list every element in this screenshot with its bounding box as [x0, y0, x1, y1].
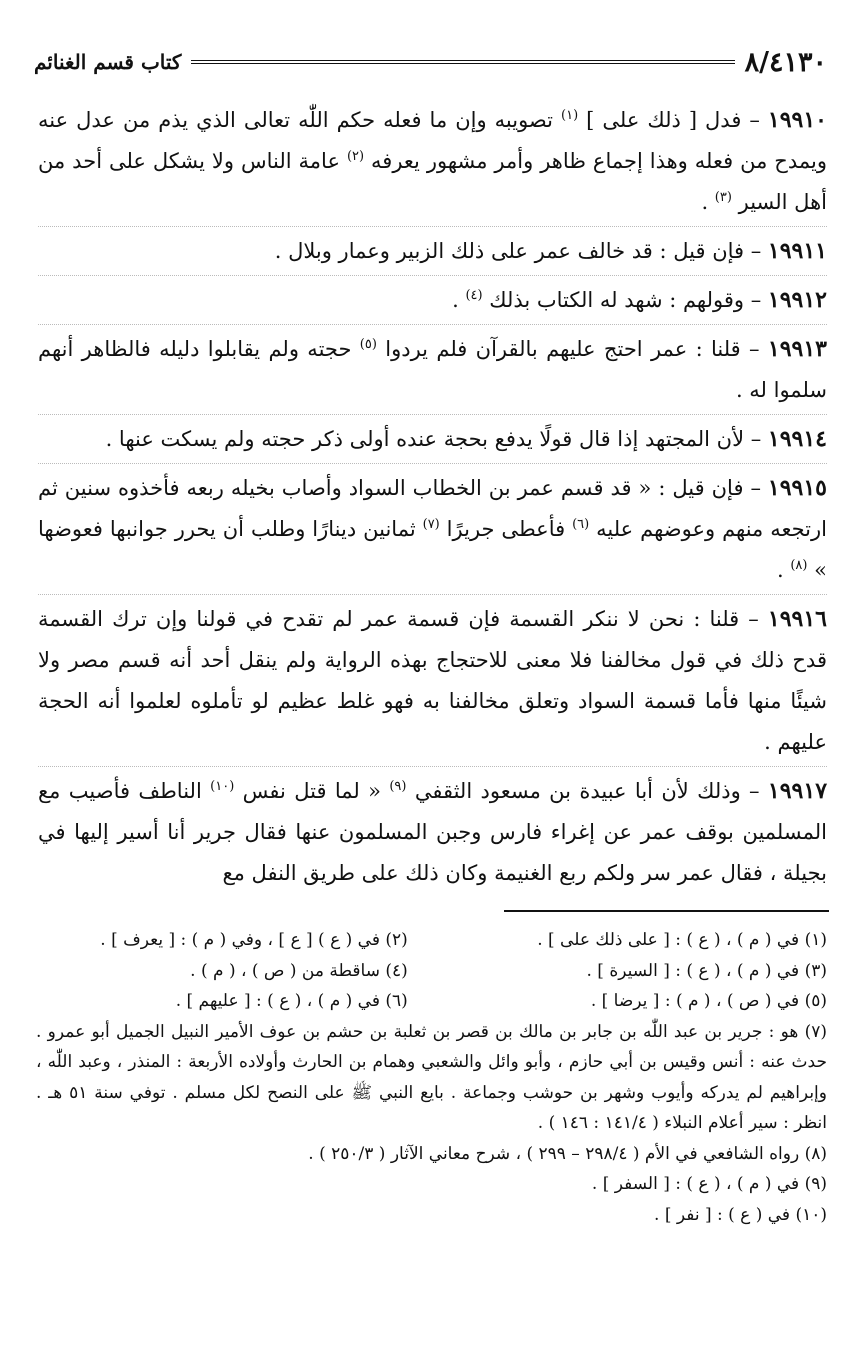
- paragraph: [38, 771, 827, 897]
- paragraph-text: – قلنا : نحن لا ننكر القسمة فإن قسمة عمر لم تقدح في قولنا وإن ترك القسمة قدح ذلك في قول مخالفنا فلا معنى للاحتجاج بهذه الرواية ولم ينقل أحد أنه قسم مصر ولا شيئًا منها فأما قسمة السواد وتعلق مخالفنا به فهو غلط عظيم لو تأملوه لعلموا أنه الحجة عليهم .: [38, 607, 827, 754]
- paragraph-text: – وذلك لأن أبا عبيدة بن مسعود الثقفي: [406, 779, 768, 803]
- paragraph-text: .: [776, 558, 791, 582]
- header-double-rule: [191, 60, 734, 64]
- paragraph-text: « لما قتل نفس: [234, 779, 390, 803]
- footnote-ref[interactable]: (٤): [465, 288, 483, 303]
- paragraph-text: .: [452, 288, 466, 312]
- paragraph-text: – فإن قيل : قد خالف عمر على ذلك الزبير وعمار وبلال .: [274, 239, 768, 263]
- footnote: (٥) في ( ص ) ، ( م ) : [ يرضا ] .: [590, 991, 827, 1011]
- paragraph-text: – لأن المجتهد إذا قال قولًا يدفع بحجة عنده أولى ذكر حجته ولم يسكت عنها .: [105, 427, 768, 451]
- paragraph-number: ١٩٩١٣: [767, 336, 827, 362]
- paragraph: [38, 231, 827, 276]
- footnote-ref[interactable]: (١٠): [210, 779, 235, 794]
- page-number: ٨/٤١٣٠: [744, 46, 827, 78]
- paragraph-text: – وقولهم : شهد له الكتاب بذلك: [482, 288, 768, 312]
- paragraph-number: ١٩٩١٠: [767, 107, 827, 133]
- running-header: [34, 44, 827, 80]
- footnote-ref[interactable]: (٦): [572, 517, 590, 532]
- paragraph: [38, 280, 827, 325]
- footnote-row: [36, 925, 827, 956]
- paragraph-text: – فإن قيل : « قد قسم عمر بن الخطاب السواد وأصاب بخيله ربعه فأخذوه سنين ثم ارتجعه منهم وعوضهم عليه: [38, 476, 827, 541]
- paragraph: [38, 599, 827, 767]
- footnote: (٤) ساقطة من ( ص ) ، ( م ) .: [190, 960, 408, 981]
- footnote: (١٠) في ( ع ) : [ نفر ] .: [654, 1204, 827, 1225]
- footnote-ref[interactable]: (٩): [389, 779, 407, 794]
- footnote: (٨) رواه الشافعي في الأم ( ٢٩٨/٤ – ٢٩٩ ) ، شرح معاني الآثار ( ٢٥٠/٣ ) .: [308, 1143, 827, 1164]
- footnote-ref[interactable]: (٢): [346, 149, 365, 164]
- footnotes: [36, 925, 827, 1230]
- paragraph-number: ١٩٩١٢: [767, 287, 827, 313]
- paragraph-text: ثمانين دينارًا وطلب أن يحرر جوانبها فعوضها »: [38, 517, 827, 582]
- footnote-ref[interactable]: (٧): [422, 517, 440, 532]
- footnote-ref[interactable]: (٣): [714, 190, 732, 205]
- footnote: (٣) في ( م ) ، ( ع ) : [ السيرة ] .: [586, 960, 827, 981]
- paragraph-text: فأعطى جريرًا: [439, 517, 573, 541]
- paragraph-text: حجته ولم يقابلوا دليله فالظاهر أنهم سلموا له .: [38, 337, 827, 402]
- paragraph-number: ١٩٩١١: [767, 238, 827, 264]
- paragraph-number: ١٩٩١٦: [767, 606, 827, 632]
- paragraph: [38, 100, 827, 227]
- paragraph: [38, 329, 827, 415]
- footnote-separator: [504, 910, 829, 912]
- paragraph: [38, 468, 827, 595]
- paragraph-number: ١٩٩١٤: [767, 426, 827, 452]
- footnote: (٧) هو : جرير بن عبد اللّٰه بن جابر بن مالك بن قصر بن ثعلبة بن حشم بن عوف الأمير النبيل الجميل أبو عمرو . حدث عنه : أنس وقيس بن أبي حازم ، وأبو وائل والشعبي وهمام بن الحارث وأولاده الأربعة : المنذر ، وعبد اللّٰه ، وإبراهيم لم يدركه وأيوب وشهر بن حوشب وجماعة . بايع النبي ﷺ على النصح لكل مسلم . توفي سنة ٥١ هـ . انظر : سير أعلام النبلاء ( ١٤١/٤ : ١٤٦ ) .: [36, 1021, 827, 1133]
- paragraph-text: تصويبه وإن ما فعله حكم اللّٰه تعالى الذي يذم من عدل عنه ويمدح من فعله وهذا إجماع ظاهر وأمر مشهور يعرفه: [38, 108, 827, 173]
- paragraph-text: الناطف فأصيب مع المسلمين بوقف عمر عن إغراء فارس وجبن المسلمون عنها فقال جرير أنا أسير إليها في بجيلة ، فقال عمر سر ولكم ربع الغنيمة وكان ذلك على طريق النفل مع: [38, 779, 827, 885]
- paragraph-number: ١٩٩١٥: [767, 475, 827, 501]
- footnote: (١) في ( م ) ، ( ع ) : [ على ذلك على ] .: [537, 930, 827, 950]
- paragraph-text: – قلنا : عمر احتج عليهم بالقرآن فلم يردوا: [376, 337, 768, 361]
- paragraph: [38, 419, 827, 464]
- footnote: (٩) في ( م ) ، ( ع ) : [ السفر ] .: [591, 1174, 827, 1194]
- footnote-row: [36, 956, 827, 987]
- book-title: كتاب قسم الغنائم: [34, 50, 182, 74]
- paragraph-text: – فدل [ ذلك على ]: [578, 108, 768, 132]
- footnote: (٢) في ( ع ) [ ع ] ، وفي ( م ) : [ يعرف ] .: [100, 930, 408, 950]
- footnote-row: [36, 986, 827, 1017]
- footnote: (٦) في ( م ) ، ( ع ) : [ عليهم ] .: [175, 991, 408, 1011]
- paragraph-text: عامة الناس ولا يشكل على أحد من أهل السير: [38, 149, 827, 214]
- footnote-ref[interactable]: (٨): [790, 558, 808, 573]
- footnote-ref[interactable]: (٥): [359, 337, 377, 352]
- paragraph-text: .: [701, 190, 715, 214]
- main-text: [38, 100, 827, 901]
- footnote-ref[interactable]: (١): [561, 108, 579, 123]
- paragraph-number: ١٩٩١٧: [767, 778, 828, 804]
